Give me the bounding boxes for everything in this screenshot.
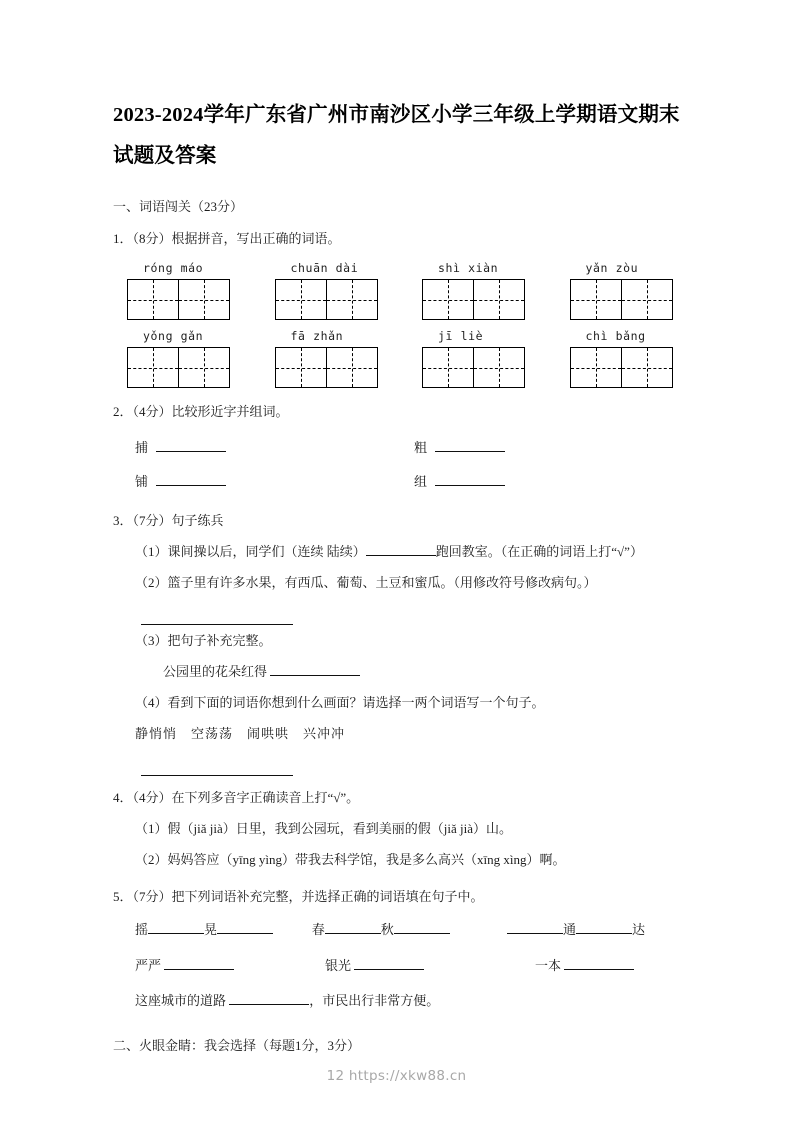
compare-character: 组 [414, 474, 428, 489]
compare-character: 粗 [414, 440, 428, 455]
answer-blank[interactable] [156, 438, 226, 452]
question-3-prompt: 3．（7分）句子练兵 [113, 513, 224, 528]
tianzige-boxes[interactable] [127, 279, 230, 320]
question-3-sub3: （3）把句子补充完整。 [135, 633, 272, 648]
pinyin-label: fā zhǎn [290, 329, 344, 343]
footer-watermark: 12 https://xkw88.cn [326, 1068, 467, 1084]
tianzige-boxes[interactable] [275, 347, 378, 388]
pinyin-grid-row [113, 260, 693, 320]
compare-cell [414, 465, 693, 499]
question-4-sub2: （2）妈妈答应（yīng yìng）带我去科学馆，我是多么高兴（xīng xìng）啊。 [135, 852, 566, 867]
pinyin-grid-item [251, 260, 399, 320]
tianzige-cell[interactable] [326, 348, 377, 387]
tianzige-cell[interactable] [276, 348, 326, 387]
idiom-cell [535, 948, 634, 984]
idiom-cell [507, 912, 693, 948]
question-3-word-list: 静悄悄 空荡荡 闹哄哄 兴冲冲 [135, 726, 346, 741]
question-4-prompt: 4．（4分）在下列多音字正确读音上打“√”。 [113, 790, 360, 805]
answer-blank[interactable] [435, 472, 505, 486]
idiom-row [113, 948, 693, 984]
pinyin-grid-item [546, 260, 694, 320]
pinyin-grid-block [113, 260, 693, 388]
compare-row [113, 465, 693, 499]
answer-blank[interactable] [325, 920, 381, 934]
question-5-sentence [113, 984, 693, 1018]
question-3-sub4: （4）看到下面的词语你想到什么画面？请选择一两个词语写一个句子。 [135, 695, 545, 710]
question-3-sub1-after: 跑回教室。（在正确的词语上打“√”） [435, 544, 643, 559]
section-heading-1: 一、词语闯关（23分） [113, 199, 244, 214]
answer-blank[interactable] [394, 920, 450, 934]
compare-cell [414, 431, 693, 465]
tianzige-cell[interactable] [621, 280, 672, 319]
pinyin-label: jī liè [438, 329, 484, 343]
answer-blank[interactable] [354, 956, 424, 970]
question-1-prompt: 1．（8分）根据拼音，写出正确的词语。 [113, 231, 341, 246]
pinyin-grid-item [398, 328, 546, 388]
tianzige-cell[interactable] [473, 348, 524, 387]
tianzige-cell[interactable] [128, 280, 178, 319]
question-5-prompt: 5．（7分）把下列词语补充完整，并选择正确的词语填在句子中。 [113, 889, 484, 904]
idiom-char: 春 [311, 922, 325, 937]
pinyin-label: yǒng gǎn [143, 329, 204, 343]
question-4-sub1: （1）假（jiǎ jià）日里，我到公园玩，看到美丽的假（jiǎ jià）山。 [135, 821, 512, 836]
pinyin-label: chuān dài [290, 261, 359, 275]
tianzige-boxes[interactable] [127, 347, 230, 388]
answer-blank[interactable] [366, 542, 436, 556]
tianzige-cell[interactable] [423, 280, 473, 319]
idiom-char: 摇 [135, 922, 149, 937]
idiom-char: 一本 [535, 958, 562, 973]
question-3-sub1-before: （1）课间操以后，同学们（连续 陆续） [135, 544, 366, 559]
tianzige-cell[interactable] [473, 280, 524, 319]
pinyin-grid-item [113, 328, 251, 388]
idiom-char: 达 [632, 922, 646, 937]
answer-blank[interactable] [148, 920, 204, 934]
question-3-sub3-sentence [113, 656, 693, 687]
idiom-char: 通 [563, 922, 577, 937]
compare-row [113, 431, 693, 465]
answer-blank[interactable] [164, 956, 234, 970]
pinyin-label: chì bǎng [585, 329, 646, 343]
answer-blank[interactable] [435, 438, 505, 452]
answer-blank[interactable] [576, 920, 632, 934]
tianzige-boxes[interactable] [570, 347, 673, 388]
question-2-prompt: 2．（4分）比较形近字并组词。 [113, 404, 289, 419]
answer-blank[interactable] [270, 662, 360, 676]
question-3-sub1 [113, 536, 693, 567]
pinyin-grid-item [251, 328, 399, 388]
answer-blank[interactable] [564, 956, 634, 970]
compare-characters-block [113, 431, 693, 499]
tianzige-cell[interactable] [326, 280, 377, 319]
answer-blank[interactable] [229, 991, 309, 1005]
tianzige-cell[interactable] [571, 348, 621, 387]
tianzige-boxes[interactable] [570, 279, 673, 320]
idiom-cell [325, 948, 535, 984]
pinyin-label: róng máo [143, 261, 204, 275]
answer-blank[interactable] [156, 472, 226, 486]
section-heading-2: 二、火眼金睛：我会选择（每题1分，3分） [113, 1038, 361, 1053]
pinyin-label: shì xiàn [438, 261, 499, 275]
pinyin-grid-item [398, 260, 546, 320]
tianzige-cell[interactable] [178, 280, 229, 319]
tianzige-cell[interactable] [128, 348, 178, 387]
tianzige-cell[interactable] [621, 348, 672, 387]
question-3-sub2: （2）篮子里有许多水果，有西瓜、葡萄、土豆和蜜瓜。（用修改符号修改病句。） [135, 575, 597, 590]
tianzige-cell[interactable] [423, 348, 473, 387]
sentence-before: 这座城市的道路 [135, 993, 227, 1008]
compare-cell [135, 431, 414, 465]
tianzige-cell[interactable] [178, 348, 229, 387]
idiom-char: 秋 [380, 922, 394, 937]
pinyin-grid-row [113, 328, 693, 388]
tianzige-boxes[interactable] [422, 279, 525, 320]
idiom-char: 严严 [135, 958, 162, 973]
tianzige-boxes[interactable] [275, 279, 378, 320]
pinyin-grid-item [113, 260, 251, 320]
pinyin-label: yǎn zòu [585, 261, 639, 275]
compare-cell [135, 465, 414, 499]
sentence-after: ，市民出行非常方便。 [309, 993, 440, 1008]
idiom-char: 晃 [204, 922, 218, 937]
answer-blank[interactable] [507, 920, 563, 934]
idiom-cell [135, 912, 312, 948]
idiom-char: 银光 [325, 958, 352, 973]
sentence-text: 公园里的花朵红得 [163, 664, 268, 679]
page-title: 2023-2024学年广东省广州市南沙区小学三年级上学期语文期末试题及答案 [113, 104, 680, 167]
answer-blank[interactable] [217, 920, 273, 934]
idiom-cell [135, 948, 325, 984]
tianzige-cell[interactable] [276, 280, 326, 319]
tianzige-cell[interactable] [571, 280, 621, 319]
compare-character: 铺 [135, 474, 149, 489]
pinyin-grid-item [546, 328, 694, 388]
tianzige-boxes[interactable] [422, 347, 525, 388]
compare-character: 捕 [135, 440, 149, 455]
idiom-row [113, 912, 693, 948]
idiom-cell [312, 912, 507, 948]
